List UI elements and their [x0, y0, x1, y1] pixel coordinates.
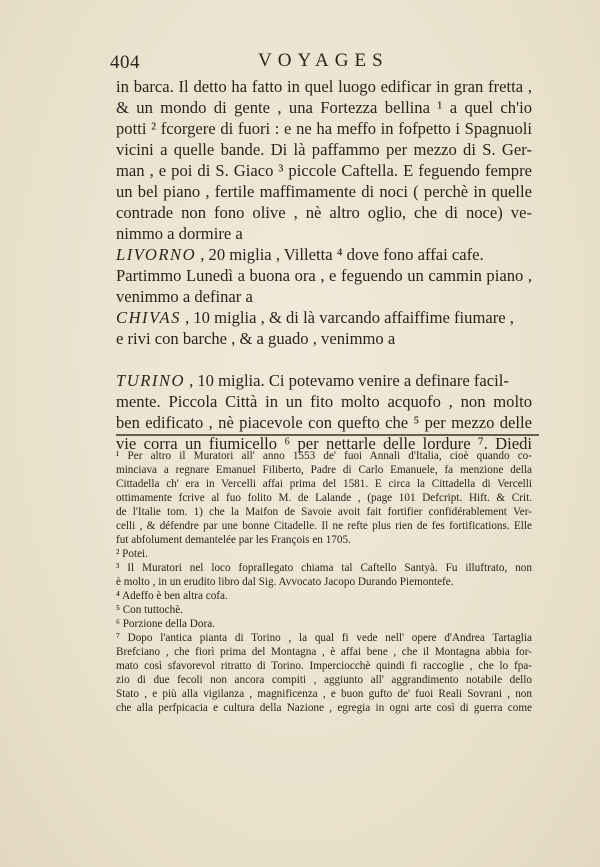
text-line: man , e poi di S. Giaco ³ piccole Caftella. E feguendo fempre	[116, 161, 532, 180]
footnote-line: mato così sfavorevol ritratto di Torino. Imperciocchè quindi fi raccoglie , che lo fpa-	[116, 660, 532, 672]
footnote-line: Cittadella ch' era in Vercelli affai prima del 1581. E circa la Cittadella di Vercelli	[116, 478, 532, 490]
text-line: un bel piano , fertile maffimamente di noci ( perchè in quelle	[116, 182, 532, 201]
text-line: in barca. Il detto ha fatto in quel luogo edificar in gran fretta ,	[116, 77, 532, 96]
text-line	[116, 307, 532, 328]
text-line: mente. Piccola Città in un fito molto acquofo , non molto	[116, 392, 532, 411]
text-line: nimmo a dormire a	[116, 224, 243, 243]
footnote-line: minciava a regnare Emanuel Filiberto, Padre di Carlo Emanuele, fa menzione della	[116, 464, 532, 476]
line-text: , 20 miglia , Villetta ⁴ dove fono affai cafe.	[196, 245, 484, 264]
running-head: VOYAGES	[258, 50, 389, 71]
footnote-line: fut abfolument demantelée par les François en 1705.	[116, 534, 351, 546]
text-line: contrade non fono olive , nè altro oglio, che di noce) ve-	[116, 203, 532, 222]
footnote-line: ³ Il Muratori nel loco fopraIlegato chiama tal Caftello Santyà. Fu illuftrato, non	[116, 562, 532, 574]
page-number: 404	[110, 52, 140, 73]
footnote-line: de l'Italie tom. 1) che la Maifon de Savoie avoit fait fortifier confidérablement Ver-	[116, 506, 532, 518]
footnote-line: zio di due fecoli non ancora compiti , aggiunto all' aggrandimento notabile dello	[116, 674, 532, 686]
text-line: e rivi con barche , & a guado , venimmo a	[116, 329, 396, 348]
text-line	[116, 244, 532, 265]
footnote-line: è molto , in un erudito libro dal Sig. Avvocato Jacopo Durando Piemontefe.	[116, 576, 454, 588]
text-line: ben edificato , nè piacevole con quefto che ⁵ per mezzo delle	[116, 413, 532, 432]
footnote-line: ⁴ Adeffo è ben altra cofa.	[116, 590, 228, 602]
place-heading: LIVORNO	[116, 245, 197, 264]
main-text	[116, 76, 532, 454]
text-line: vicini a quelle bande. Di là paffammo per mezzo di S. Ger-	[116, 140, 532, 159]
text-line: venimmo a definar a	[116, 287, 253, 306]
footnote-divider	[116, 434, 539, 436]
text-line	[116, 370, 532, 391]
footnote-line: ⁶ Porzione della Dora.	[116, 618, 215, 630]
line-text: , 10 miglia. Ci potevamo venire a definare facil-	[184, 371, 509, 390]
text-line: vie corra un fiumicello ⁶ per nettarle delle lordure ⁷. Diedi	[116, 434, 532, 453]
line-text: , 10 miglia , & di là varcando affaiffime fiumare ,	[180, 308, 514, 327]
footnote-line: ⁷ Dopo l'antica pianta di Torino , la qual fi vede nell' opere d'Andrea Tartaglia	[116, 632, 532, 644]
footnote-line: ottimamente fcrive al fuo folito M. de Lalande , (page 101 Defcript. Hift. & Crit.	[116, 492, 532, 504]
footnote-line: ¹ Per altro il Muratori all' anno 1553 de' fuoi Annali d'Italia, cioè quando co-	[116, 450, 532, 462]
footnote-line: che alla perfpicacia e cultura della Nazione , egregia in ogni arte così di guerra come	[116, 702, 532, 714]
footnotes	[116, 449, 532, 715]
place-heading: TURINO	[116, 371, 185, 390]
place-heading: CHIVAS	[116, 308, 181, 327]
footnote-line: ² Potei.	[116, 548, 148, 560]
text-line: Partimmo Lunedì a buona ora , e feguendo un cammin piano ,	[116, 266, 532, 285]
paragraph-gap	[116, 349, 532, 370]
footnote-line: Stato , e più alla vigilanza , magnificenza , e buon gufto de' fuoi Reali Sovrani , non	[116, 688, 532, 700]
footnote-line: ⁵ Con tuttochè.	[116, 604, 183, 616]
footnote-line: celli , & défendre par une bonne Citadelle. Il ne refte plus rien de fes fortifications. Elle	[116, 520, 532, 532]
page-header	[110, 50, 550, 78]
text-line: potti ² fcorgere di fuori : e ne ha meffo in fofpetto i Spagnuoli	[116, 119, 532, 138]
footnote-line: Brefciano , che fiorì prima del Montagna , è affai bene , che il Montagna abbia for-	[116, 646, 532, 658]
text-line: & un mondo di gente , una Fortezza bellina ¹ a quel ch'io	[116, 98, 532, 117]
